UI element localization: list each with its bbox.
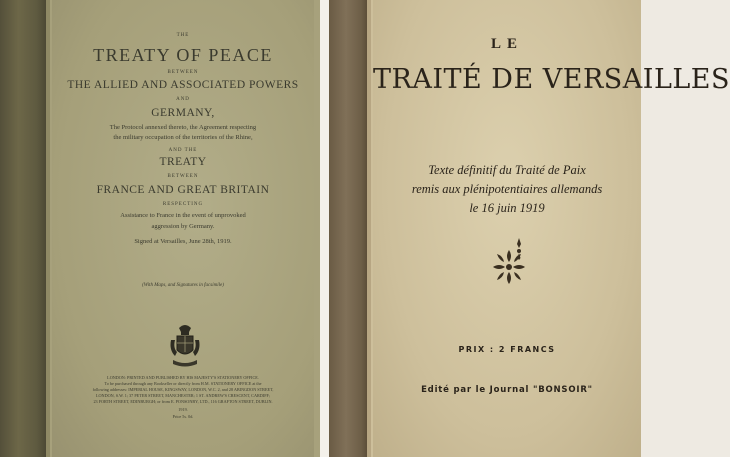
cover-small-word: RESPECTING — [162, 202, 204, 207]
cover-publisher: Edité par le Journal "BONSOIR" — [421, 385, 593, 395]
cover-article: LE — [490, 36, 523, 52]
cover-small-word: THE — [176, 33, 190, 38]
cover-title: TREATY OF PEACE — [93, 45, 273, 65]
image-gap — [320, 0, 329, 457]
cover-text: The Protocol annexed thereto, the Agreement respecting — [109, 124, 257, 131]
cover-small-word: BETWEEN — [167, 174, 199, 179]
cover-page — [373, 0, 730, 457]
cover-heading: THE ALLIED AND ASSOCIATED POWERS — [67, 79, 299, 91]
book-spine — [0, 0, 46, 457]
cover-small-word: AND THE — [168, 148, 198, 153]
cover-text: Signed at Versailles, June 28th, 1919. — [134, 238, 232, 245]
floral-ornament-icon — [491, 248, 527, 286]
cover-footer: LONDON, S.W. 1; 37 PETER STREET, MANCHESTER; 1 ST. ANDREW'S CRESCENT, CARDIFF; — [95, 393, 271, 398]
cover-footer-year: 1919. — [178, 407, 188, 412]
cover-heading: FRANCE AND GREAT BRITAIN — [96, 184, 270, 196]
cover-heading: GERMANY, — [151, 107, 215, 119]
cover-subtitle: le 16 juin 1919 — [469, 201, 545, 215]
cover-footer: 23 FORTH STREET, EDINBURGH; or from E. PONSONBY, LTD., 116 GRAFTON STREET, DUBLIN. — [93, 399, 273, 404]
cover-footer: LONDON: PRINTED AND PUBLISHED BY HIS MAJESTY'S STATIONERY OFFICE. — [107, 375, 259, 380]
cover-note: (With Maps, and Signatures in facsimile) — [142, 283, 224, 288]
cover-footer: following addresses: IMPERIAL HOUSE, KINGSWAY, LONDON, W.C. 2, and 28 ABINGDON STREET, — [92, 387, 274, 392]
cover-heading: TREATY — [159, 156, 207, 168]
cover-page — [52, 0, 314, 457]
cover-text: aggression by Germany. — [151, 223, 215, 230]
cover-title: TRAITÉ DE VERSAILLES — [373, 64, 730, 95]
cover-text: the military occupation of the territories of the Rhine, — [113, 134, 253, 141]
cover-price: PRIX : 2 FRANCS — [458, 345, 556, 354]
royal-coat-of-arms-icon — [167, 322, 203, 370]
spine-edge — [46, 0, 50, 457]
cover-small-word: BETWEEN — [167, 70, 199, 75]
cover-subtitle: Texte définitif du Traité de Paix — [428, 163, 586, 177]
cover-small-word: AND — [176, 97, 190, 102]
cover-footer-price: Price 5s. 0d. — [172, 414, 194, 419]
book-cover-treaty-of-peace — [0, 0, 320, 457]
book-cover-traite-de-versailles — [329, 0, 730, 457]
spine-edge — [367, 0, 371, 457]
cover-footer: To be purchased through any Bookseller or directly from H.M. STATIONERY OFFICE at the — [104, 381, 262, 386]
cover-text: Assistance to France in the event of unprovoked — [120, 212, 246, 219]
book-spine — [329, 0, 367, 457]
cover-subtitle: remis aux plénipotentiaires allemands — [411, 182, 603, 196]
